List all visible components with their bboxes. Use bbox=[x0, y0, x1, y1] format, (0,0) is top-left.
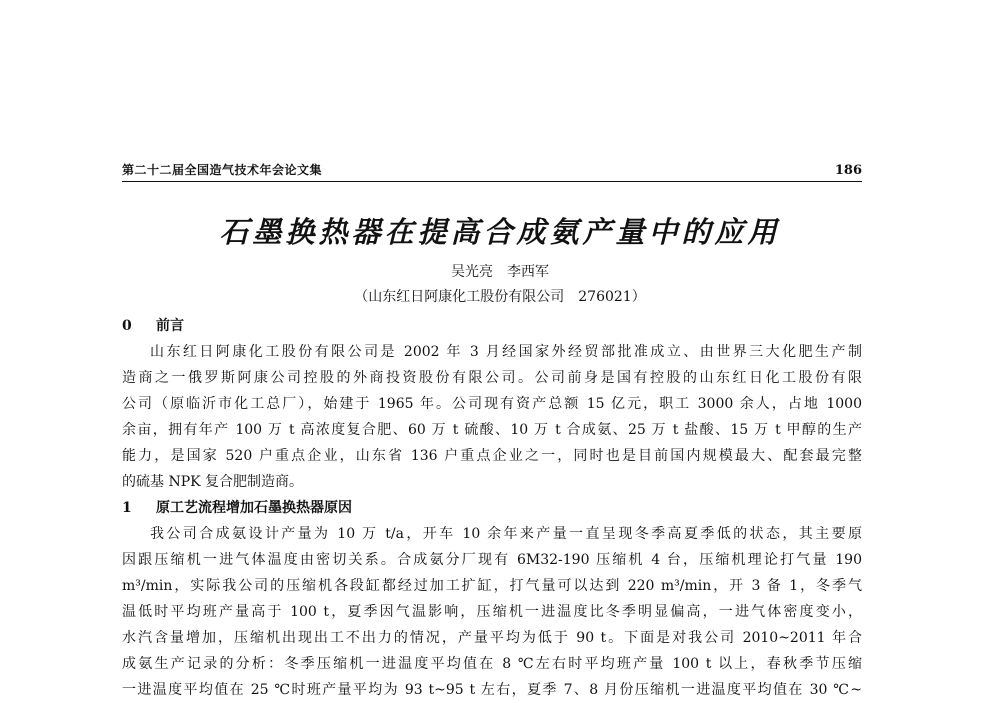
section-title: 原工艺流程增加石墨换热器原因 bbox=[156, 500, 352, 516]
header-rule bbox=[122, 181, 862, 182]
paragraph-line: 的硫基 NPK 复合肥制造商。 bbox=[122, 474, 304, 490]
paragraph-line: 一进温度平均值在 25 ℃时班产量平均为 93 t~95 t 左右，夏季 7、8 月份压缩机一进温度平均值在 30 ℃~ bbox=[122, 682, 862, 698]
paragraph-line: 因跟压缩机一进气体温度由密切关系。合成氨分厂现有 6M32-190 压缩机 4 台，压缩机理论打气量 190 bbox=[122, 552, 862, 568]
section-number: 1 bbox=[122, 500, 132, 516]
section-heading-0 bbox=[122, 315, 184, 335]
paragraph-line: m³/min，实际我公司的压缩机各段缸都经过加工扩缸，打气量可以达到 220 m³/min，开 3 备 1，冬季气 bbox=[122, 578, 862, 594]
affiliation: （山东红日阿康化工股份有限公司 276021） bbox=[354, 289, 646, 305]
paragraph-line: 山东红日阿康化工股份有限公司是 2002 年 3 月经国家外经贸部批准成立、由世界三大化肥生产制 bbox=[150, 344, 862, 360]
paragraph-line: 温低时平均班产量高于 100 t，夏季因气温影响，压缩机一进温度比冬季明显偏高，一进气体密度变小， bbox=[122, 604, 862, 620]
paragraph-line: 我公司合成氨设计产量为 10 万 t/a，开车 10 余年来产量一直呈现冬季高夏季低的状态，其主要原 bbox=[150, 526, 862, 542]
paragraph-line: 水汽含量增加，压缩机出现出工不出力的情况，产量平均为低于 90 t。下面是对我公司 2010~2011 年合 bbox=[122, 630, 862, 646]
section-title: 前言 bbox=[156, 318, 184, 334]
paragraph-line: 公司（原临沂市化工总厂），始建于 1965 年。公司现有资产总额 15 亿元，职工 3000 余人，占地 1000 bbox=[122, 396, 862, 412]
page-number: 186 bbox=[834, 163, 862, 178]
authors: 吴光亮 李西军 bbox=[451, 264, 549, 280]
running-header bbox=[122, 158, 862, 182]
proceedings-title: 第二十二届全国造气技术年会论文集 bbox=[122, 163, 323, 177]
paragraph-line: 造商之一俄罗斯阿康公司控股的外商投资股份有限公司。公司前身是国有控股的山东红日化工股份有限 bbox=[122, 370, 862, 386]
paper-title: 石墨换热器在提高合成氨产量中的应用 bbox=[219, 215, 781, 249]
section-number: 0 bbox=[122, 318, 132, 334]
paragraph-line: 能力，是国家 520 户重点企业，山东省 136 户重点企业之一，同时也是目前国内规模最大、配套最完整 bbox=[122, 448, 862, 464]
paragraph-line: 余亩，拥有年产 100 万 t 高浓度复合肥、60 万 t 硫酸、10 万 t 合成氨、25 万 t 盐酸、15 万 t 甲醇的生产 bbox=[122, 422, 862, 438]
paragraph-line: 成氨生产记录的分析：冬季压缩机一进温度平均值在 8 ℃左右时平均班产量 100 t 以上，春秋季节压缩 bbox=[122, 656, 862, 672]
section-heading-1 bbox=[122, 497, 352, 517]
